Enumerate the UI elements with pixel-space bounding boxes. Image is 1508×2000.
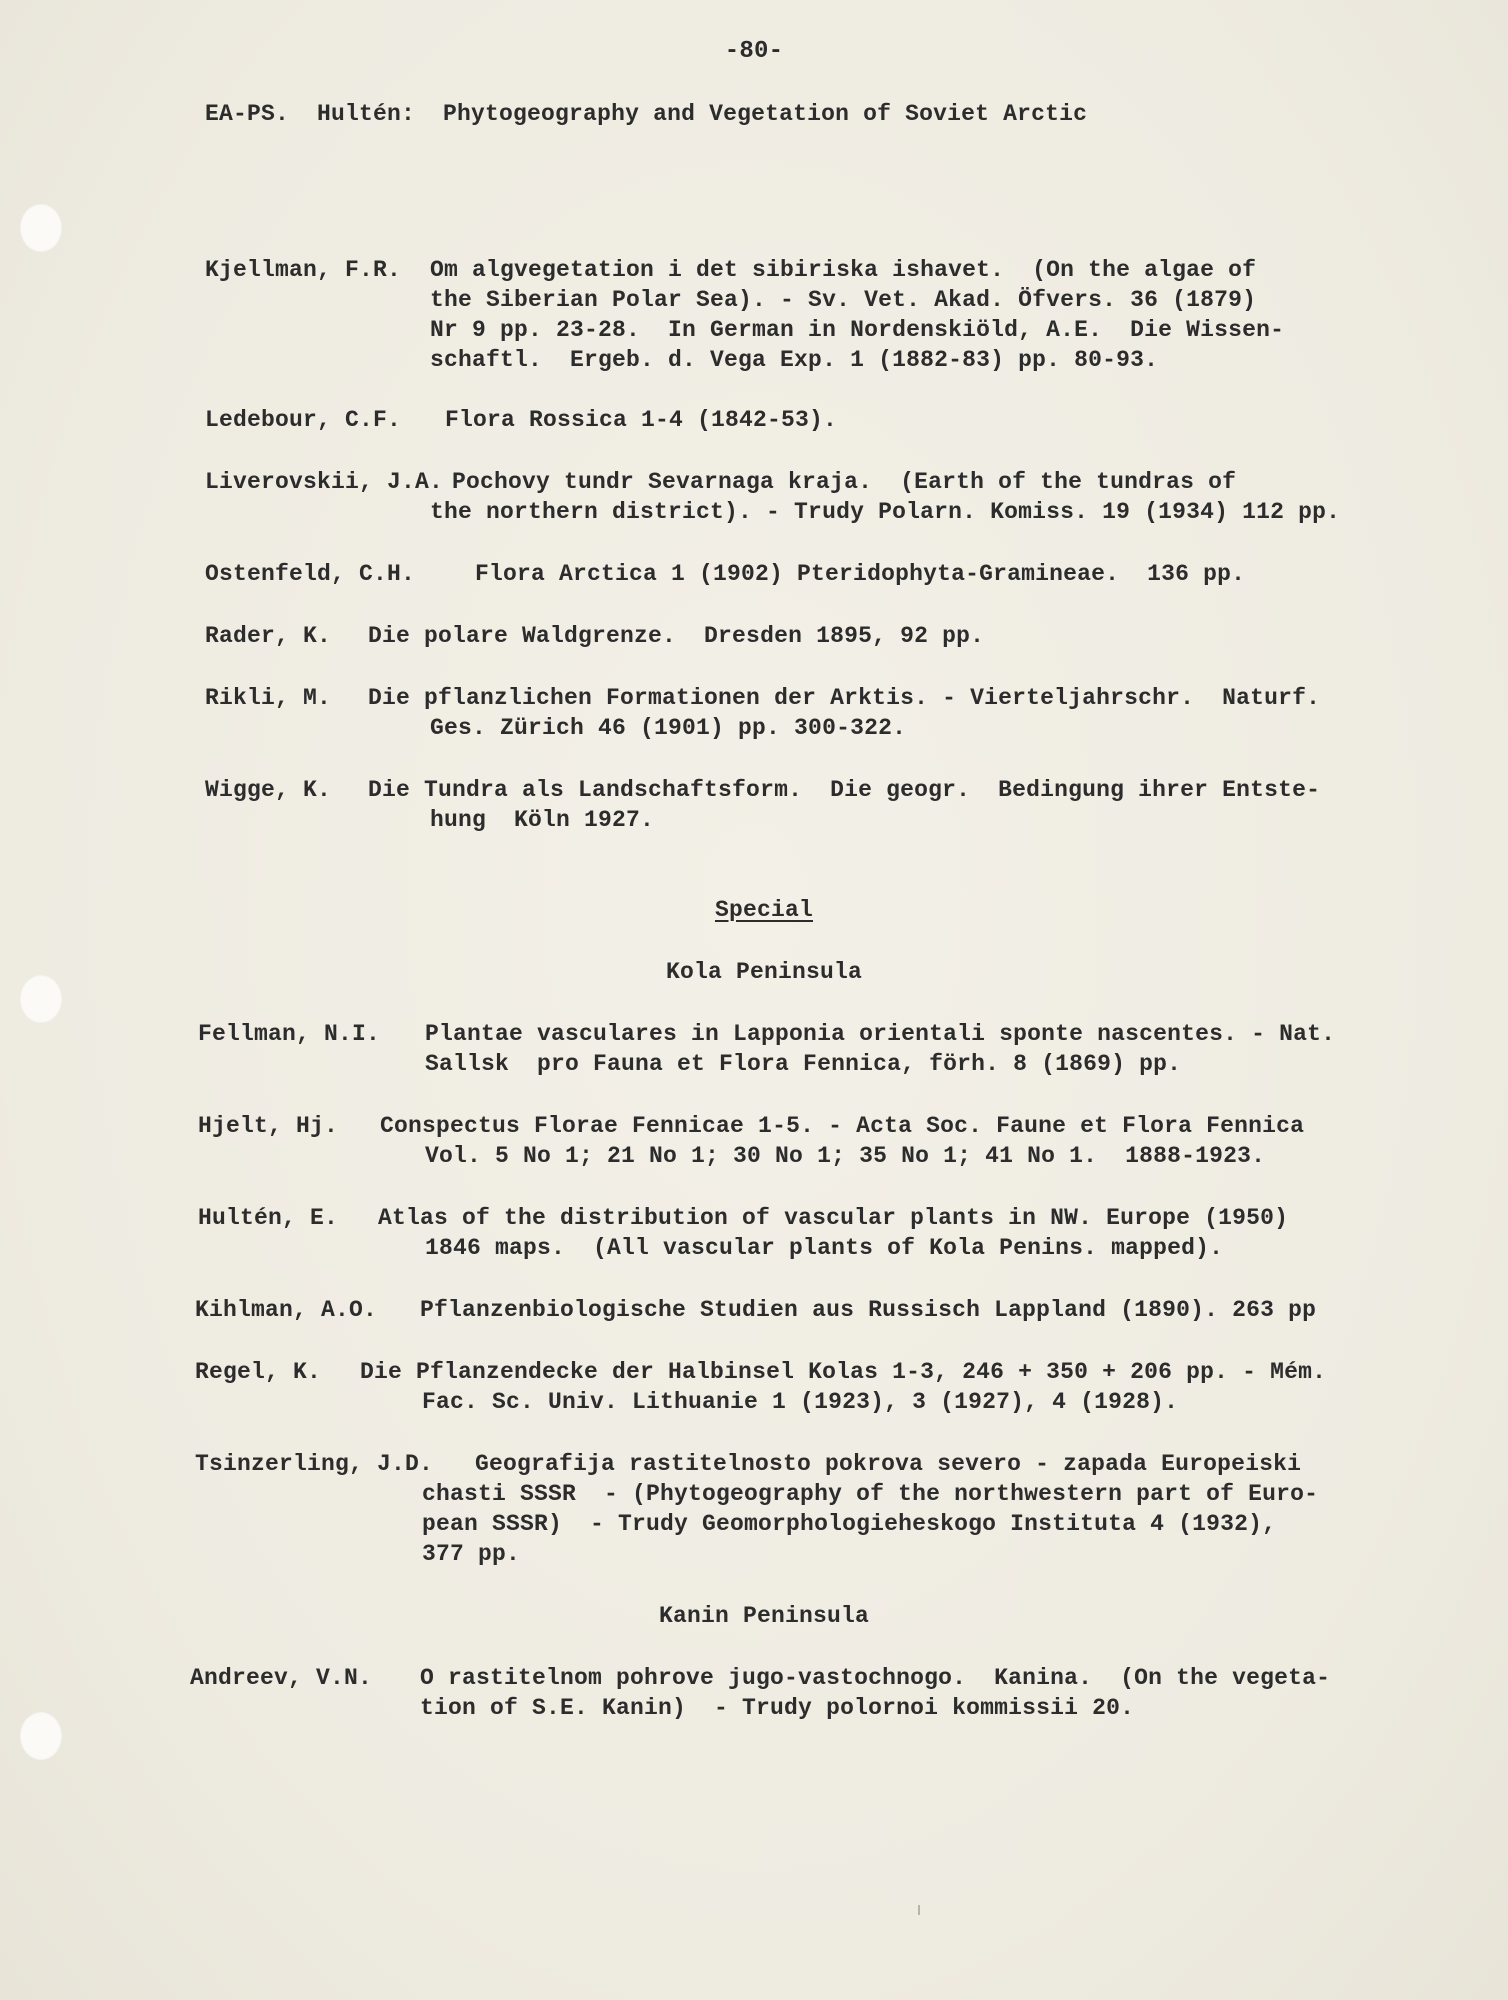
entry-line: Nr 9 pp. 23-28. In German in Nordenskiöld, A.E. Die Wissen- — [430, 317, 1285, 343]
entry-line: hung Köln 1927. — [430, 807, 655, 833]
entry-line: Pflanzenbiologische Studien aus Russisch Lappland (1890). 263 pp — [420, 1297, 1317, 1323]
entry-line: Die Pflanzendecke der Halbinsel Kolas 1-3, 246 + 350 + 206 pp. - Mém. — [360, 1359, 1327, 1385]
entry-line: Atlas of the distribution of vascular plants in NW. Europe (1950) — [378, 1205, 1289, 1231]
entry-line: Vol. 5 No 1; 21 No 1; 30 No 1; 35 No 1; 41 No 1. 1888-1923. — [425, 1143, 1266, 1169]
entry-line: Flora Arctica 1 (1902) Pteridophyta-Gramineae. 136 pp. — [475, 561, 1246, 587]
entry-author: Rader, K. — [205, 623, 332, 649]
entry-line: Pochovy tundr Sevarnaga kraja. (Earth of the tundras of — [452, 469, 1237, 495]
entry-line: O rastitelnom pohrove jugo-vastochnogo. Kanina. (On the vegeta- — [420, 1665, 1331, 1691]
entry-line: tion of S.E. Kanin) - Trudy polornoi kommissii 20. — [420, 1695, 1135, 1721]
entry-line: Flora Rossica 1-4 (1842-53). — [445, 407, 838, 433]
entry-author: Ostenfeld, C.H. — [205, 561, 416, 587]
entry-line: 377 pp. — [422, 1541, 521, 1567]
entry-author: Hjelt, Hj. — [198, 1113, 339, 1139]
subsection-heading: Kanin Peninsula — [658, 1603, 870, 1629]
entry-line: Om algvegetation i det sibiriska ishavet. (On the algae of — [430, 257, 1257, 283]
entry-author: Rikli, M. — [205, 685, 332, 711]
entry-author: Kihlman, A.O. — [195, 1297, 378, 1323]
entry-line: pean SSSR) - Trudy Geomorphologieheskogo Instituta 4 (1932), — [422, 1511, 1277, 1537]
entry-line: Die Tundra als Landschaftsform. Die geogr. Bedingung ihrer Entste- — [368, 777, 1321, 803]
entry-line: Sallsk pro Fauna et Flora Fennica, förh. 8 (1869) pp. — [425, 1051, 1182, 1077]
entry-line: Plantae vasculares in Lapponia orientali sponte nascentes. - Nat. — [425, 1021, 1336, 1047]
entry-author: Kjellman, F.R. — [205, 257, 402, 283]
entry-line: schaftl. Ergeb. d. Vega Exp. 1 (1882-83) pp. 80-93. — [430, 347, 1159, 373]
entry-line: the northern district). - Trudy Polarn. Komiss. 19 (1934) 112 pp. — [430, 499, 1341, 525]
entry-line: Die polare Waldgrenze. Dresden 1895, 92 pp. — [368, 623, 985, 649]
entry-line: Die pflanzlichen Formationen der Arktis. - Vierteljahrschr. Naturf. — [368, 685, 1321, 711]
entry-line: chasti SSSR - (Phytogeography of the northwestern part of Euro- — [422, 1481, 1319, 1507]
binder-hole — [20, 1712, 62, 1760]
entry-line: Ges. Zürich 46 (1901) pp. 300-322. — [430, 715, 907, 741]
section-heading: Special — [714, 897, 814, 923]
entry-author: Hultén, E. — [198, 1205, 339, 1231]
entry-author: Liverovskii, J.A. — [205, 469, 444, 495]
entry-author: Fellman, N.I. — [198, 1021, 381, 1047]
entry-author: Tsinzerling, J.D. — [195, 1451, 434, 1477]
entry-author: Regel, K. — [195, 1359, 322, 1385]
entry-line: Fac. Sc. Univ. Lithuanie 1 (1923), 3 (1927), 4 (1928). — [422, 1389, 1179, 1415]
page-number: -80- — [724, 38, 784, 65]
entry-line: the Siberian Polar Sea). - Sv. Vet. Akad. Öfvers. 36 (1879) — [430, 287, 1257, 313]
entry-author: Wigge, K. — [205, 777, 332, 803]
entry-author: Andreev, V.N. — [190, 1665, 373, 1691]
entry-author: Ledebour, C.F. — [205, 407, 402, 433]
entry-line: Geografija rastitelnosto pokrova severo - zapada Europeiski — [475, 1451, 1302, 1477]
paper-mark — [918, 1905, 920, 1915]
subsection-heading: Kola Peninsula — [665, 959, 863, 985]
binder-hole — [20, 204, 62, 252]
entry-line: 1846 maps. (All vascular plants of Kola Penins. mapped). — [425, 1235, 1224, 1261]
entry-line: Conspectus Florae Fennicae 1-5. - Acta Soc. Faune et Flora Fennica — [380, 1113, 1305, 1139]
running-head: EA-PS. Hultén: Phytogeography and Vegetation of Soviet Arctic — [205, 101, 1088, 127]
